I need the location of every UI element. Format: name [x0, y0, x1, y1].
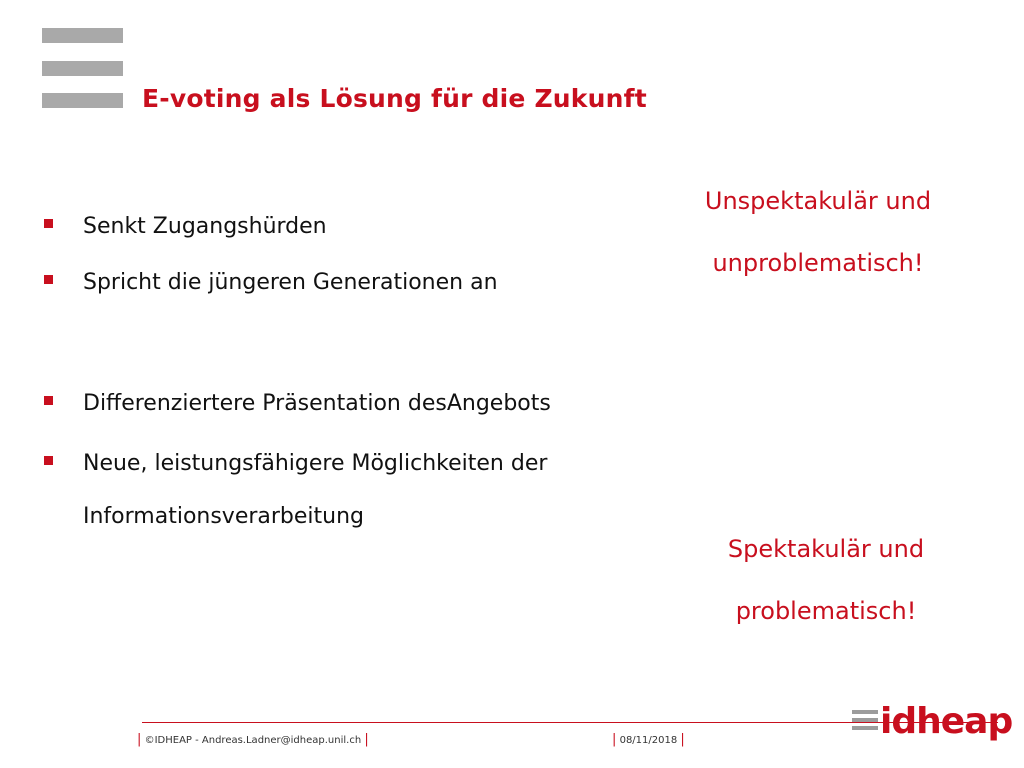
footer-pipe: | — [137, 732, 142, 747]
callout-problematic — [676, 518, 976, 642]
footer-author — [137, 732, 369, 747]
slide-title: E-voting als Lösung für die Zukunft — [142, 84, 647, 113]
footer-date — [612, 732, 685, 747]
bullet-text: Differenziertere Präsentation desAngebots — [83, 391, 551, 416]
idheap-logo — [852, 700, 1013, 748]
footer-author-text: ©IDHEAP - Andreas.Ladner@idheap.unil.ch — [144, 735, 362, 746]
callout-line: unproblematisch! — [712, 249, 924, 277]
callout-line: problematisch! — [735, 597, 917, 625]
bullet-text: Neue, leistungsfähigere Möglichkeiten der — [83, 451, 548, 476]
footer-date-text: 08/11/2018 — [619, 735, 678, 746]
callout-unproblematic — [668, 170, 968, 294]
menu-bar — [42, 93, 123, 108]
callout-line: Spektakulär und — [727, 535, 925, 563]
bullet-square-icon — [44, 275, 53, 284]
bullet-text-continuation: Informationsverarbeitung — [83, 504, 365, 529]
menu-lines-icon — [42, 28, 123, 108]
logo-wordmark: idheap — [880, 701, 1013, 742]
bullet-text: Senkt Zugangshürden — [83, 214, 327, 239]
menu-bar — [42, 28, 123, 43]
logo-lines-icon — [852, 710, 878, 734]
bullet-square-icon — [44, 456, 53, 465]
footer-pipe: | — [364, 732, 369, 747]
callout-line: Unspektakulär und — [704, 187, 932, 215]
bullet-square-icon — [44, 396, 53, 405]
footer-pipe: | — [680, 732, 685, 747]
bullet-text: Spricht die jüngeren Generationen an — [83, 270, 498, 295]
footer-pipe: | — [612, 732, 617, 747]
bullet-square-icon — [44, 219, 53, 228]
menu-bar — [42, 61, 123, 76]
